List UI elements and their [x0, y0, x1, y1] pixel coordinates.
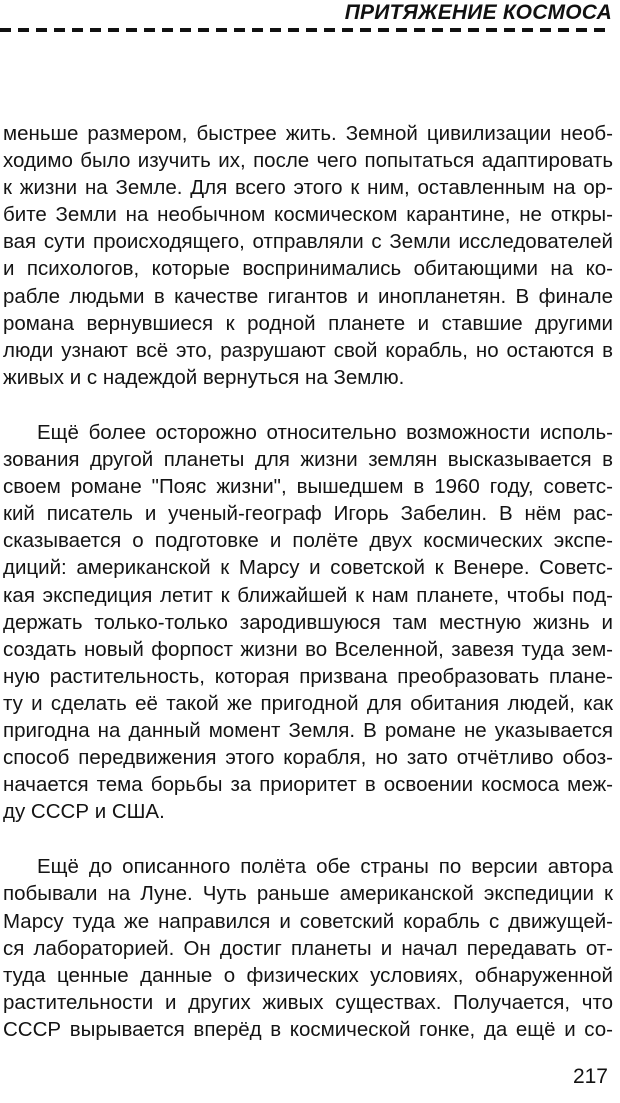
- text-line: создать новый форпост жизни во Вселенной, завезя туда зем-: [3, 637, 613, 661]
- text-line: Марсу туда же направился и советский корабль с движущей-: [3, 909, 613, 933]
- text-line: своем романе "Пояс жизни", вышедшем в 1960 году, советс-: [3, 475, 613, 499]
- text-line: ходимо было изучить их, после чего попытаться адаптировать: [3, 149, 613, 173]
- text-line: ную растительность, которая призвана преобразовать плане-: [3, 664, 613, 688]
- page-body-text: [3, 120, 613, 1071]
- text-line: рабле людьми в качестве гигантов и инопланетян. В финале: [3, 284, 613, 308]
- text-line: к жизни на Земле. Для всего этого к ним, оставленным на ор-: [3, 176, 613, 200]
- text-line: способ передвижения этого корабля, но зато отчётливо обоз-: [3, 746, 613, 770]
- text-line: держать только-только зародившуюся там местную жизнь и: [3, 610, 613, 634]
- text-line: кая экспедиция летит к ближайшей к нам планете, чтобы под-: [3, 583, 613, 607]
- text-line: кий писатель и ученый-географ Игорь Забелин. В нём рас-: [3, 502, 613, 526]
- text-line: зования другой планеты для жизни землян высказывается в: [3, 448, 613, 472]
- text-line: романа вернувшиеся к родной планете и ставшие другими: [3, 311, 613, 335]
- text-line: растительности и других живых существах. Получается, что: [3, 990, 613, 1014]
- page-number: 217: [572, 1065, 608, 1088]
- paragraph: [3, 853, 613, 1043]
- page-header: [0, 0, 620, 40]
- text-line: и психологов, которые воспринимались обитающими на ко-: [3, 257, 613, 281]
- text-line: вая сути происходящего, отправляли с Земли исследователей: [3, 230, 613, 254]
- text-line: Ещё более осторожно относительно возможности исполь-: [37, 420, 613, 444]
- text-line: люди узнают всё это, разрушают свой корабль, но остаются в: [3, 338, 613, 362]
- text-line: Ещё до описанного полёта обе страны по версии автора: [37, 855, 613, 879]
- header-dashed-rule: [0, 28, 612, 32]
- text-line: ту и сделать её такой же пригодной для обитания людей, как: [3, 691, 613, 715]
- text-line: бите Земли на необычном космическом карантине, не откры-: [3, 203, 613, 227]
- text-line: побывали на Луне. Чуть раньше американской экспедиции к: [3, 882, 613, 906]
- text-line: меньше размером, быстрее жить. Земной цивилизации необ-: [3, 122, 613, 145]
- text-line: живых и с надеждой вернуться на Землю.: [3, 365, 405, 389]
- text-line: пригодна на данный момент Земля. В романе не указывается: [3, 718, 613, 742]
- running-head-title: ПРИТЯЖЕНИЕ КОСМОСА: [344, 1, 612, 24]
- text-line: туда ценные данные о физических условиях, обнаруженной: [3, 963, 613, 987]
- text-line: ся лабораторией. Он достиг планеты и начал передавать от-: [3, 936, 613, 960]
- text-line: диций: американской к Марсу и советской к Венере. Советс-: [3, 556, 613, 580]
- paragraph: [3, 120, 613, 391]
- paragraph: [3, 419, 613, 825]
- text-line: ду СССР и США.: [3, 800, 165, 824]
- text-line: СССР вырывается вперёд в космической гонке, да ещё и со-: [3, 1017, 613, 1041]
- text-line: начается тема борьбы за приоритет в освоении космоса меж-: [3, 773, 613, 797]
- text-line: сказывается о подготовке и полёте двух космических экспе-: [3, 529, 613, 553]
